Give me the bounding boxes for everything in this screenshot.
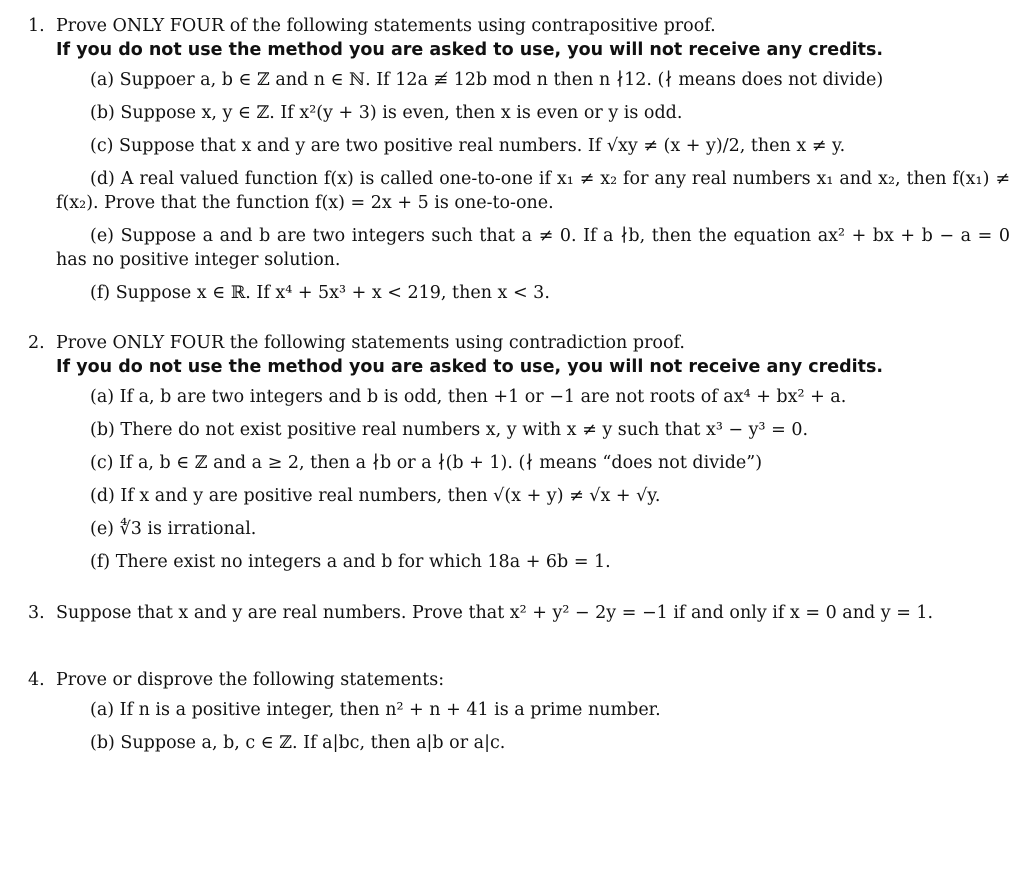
problem-2-item-f: (f) There exist no integers a and b for which 18a + 6b = 1. [90, 552, 611, 572]
problem-2-item-a: (a) If a, b are two integers and b is odd, then +1 or −1 are not roots of ax⁴ + bx² + a. [90, 387, 847, 407]
problem-1-number: 1. [28, 16, 45, 36]
problem-1-item-c: (c) Suppose that x and y are two positive real numbers. If √xy ≠ (x + y)/2, then x ≠ y. [90, 136, 846, 156]
problem-2-warning: If you do not use the method you are asked to use, you will not receive any credits. [56, 357, 884, 377]
problem-4-item-b: (b) Suppose a, b, c ∈ ℤ. If a|bc, then a|b or a|c. [90, 733, 506, 753]
problem-1-items [28, 68, 1010, 305]
problem-4-number: 4. [28, 670, 45, 690]
problem-4 [28, 668, 1010, 764]
problem-2-number: 2. [28, 333, 45, 353]
problem-4-heading: Prove or disprove the following statements: [56, 670, 445, 690]
problem-4-item-a: (a) If n is a positive integer, then n² + n + 41 is a prime number. [90, 700, 661, 720]
problem-2 [28, 331, 1010, 583]
problem-2-items [28, 385, 1010, 574]
problem-1-item-e: (e) Suppose a and b are two integers such that a ≠ 0. If a ∤b, then the equation ax² + bx + b − a = 0 has no positive integer solution. [56, 226, 1010, 270]
problem-2-item-e: (e) ∜3 is irrational. [90, 519, 257, 539]
problem-3-number: 3. [28, 603, 45, 623]
problem-1-item-f: (f) Suppose x ∈ ℝ. If x⁴ + 5x³ + x < 219, then x < 3. [90, 283, 550, 303]
problem-3 [28, 601, 1010, 625]
problem-1-item-a: (a) Suppoer a, b ∈ ℤ and n ∈ ℕ. If 12a ≢ 12b mod n then n ∤12. (∤ means does not divide) [90, 70, 884, 90]
problem-2-item-c: (c) If a, b ∈ ℤ and a ≥ 2, then a ∤b or a ∤(b + 1). (∤ means “does not divide”) [90, 453, 763, 473]
problem-1-warning: If you do not use the method you are asked to use, you will not receive any credits. [56, 40, 884, 60]
problem-3-heading: Suppose that x and y are real numbers. Prove that x² + y² − 2y = −1 if and only if x = 0 and y = 1. [56, 603, 934, 623]
problem-1-item-b: (b) Suppose x, y ∈ ℤ. If x²(y + 3) is even, then x is even or y is odd. [90, 103, 683, 123]
problem-4-items [28, 698, 1010, 755]
problem-2-heading: Prove ONLY FOUR the following statements using contradiction proof. [56, 333, 685, 353]
problem-1-item-d: (d) A real valued function f(x) is called one-to-one if x₁ ≠ x₂ for any real numbers x₁ and x₂, then f(x₁) ≠ f(x₂). Prove that the function f(x) = 2x + 5 is one-to-one. [56, 169, 1010, 213]
problem-1-heading: Prove ONLY FOUR of the following statements using contrapositive proof. [56, 16, 716, 36]
problem-1 [28, 14, 1010, 314]
problem-2-item-d: (d) If x and y are positive real numbers, then √(x + y) ≠ √x + √y. [90, 486, 661, 506]
problem-2-item-b: (b) There do not exist positive real numbers x, y with x ≠ y such that x³ − y³ = 0. [90, 420, 809, 440]
